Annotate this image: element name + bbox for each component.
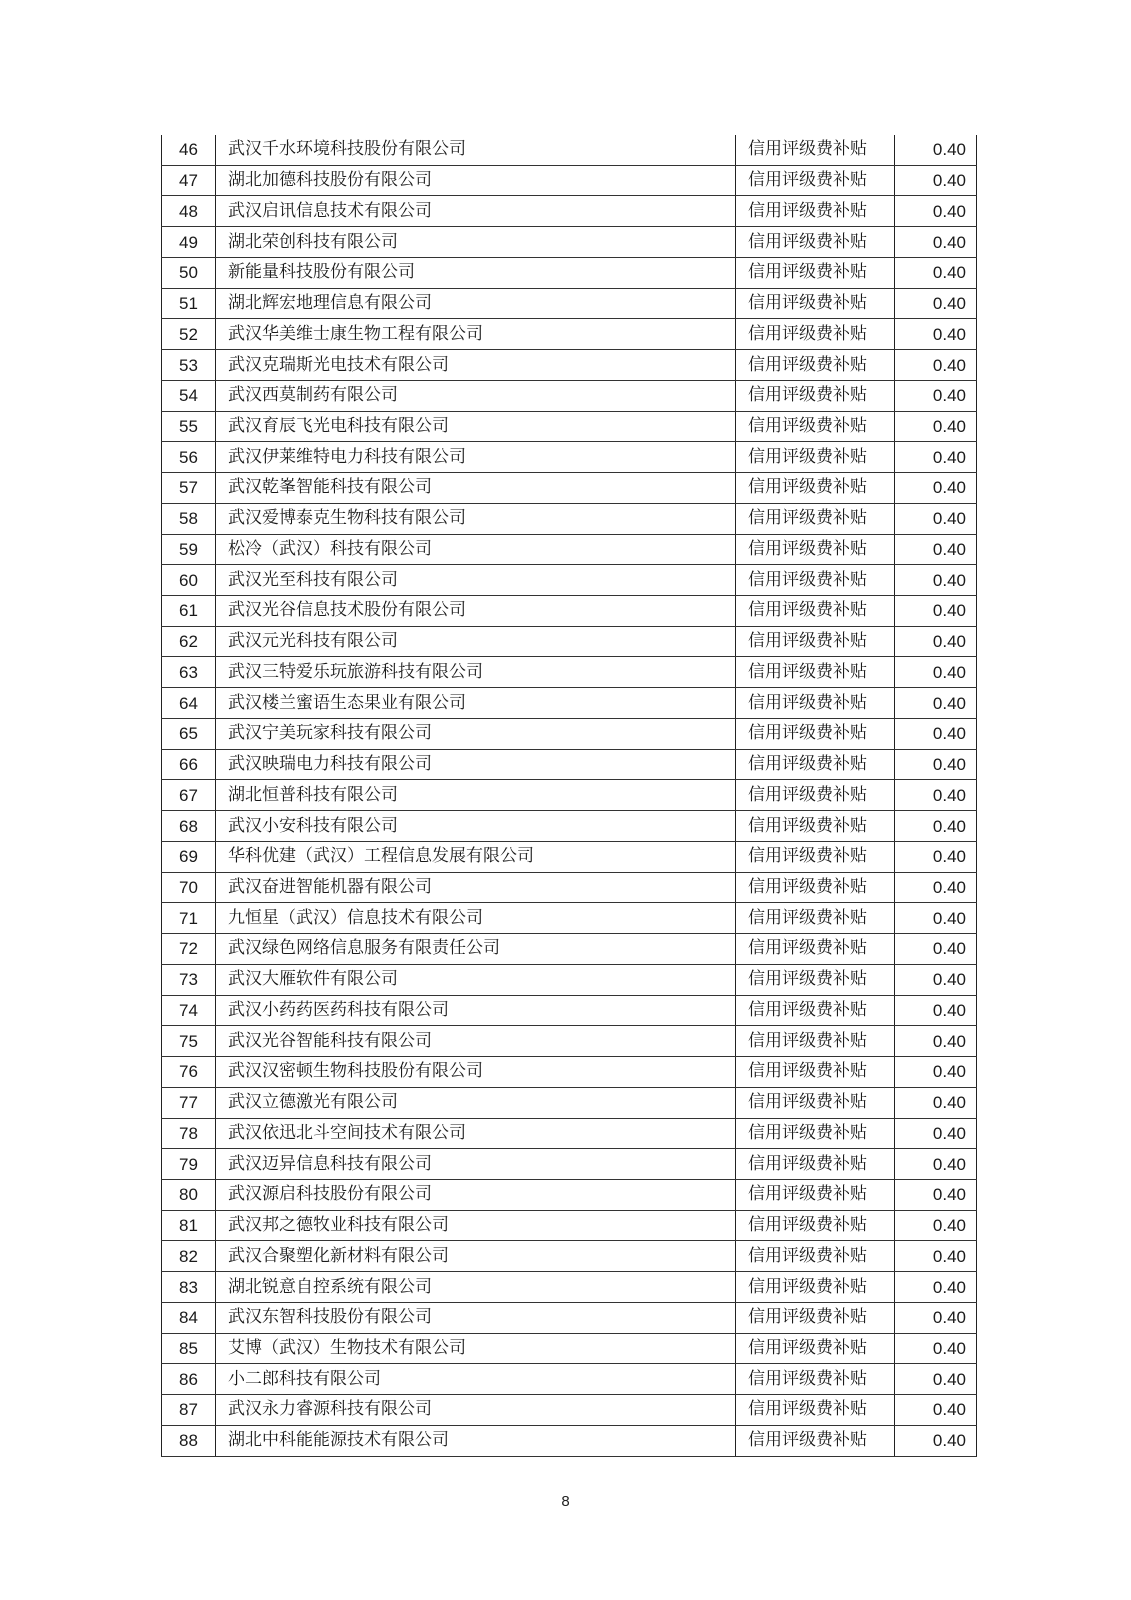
table-row xyxy=(162,1364,977,1395)
row-number-cell: 61 xyxy=(162,596,216,627)
amount-cell: 0.40 xyxy=(895,903,977,934)
row-number-cell: 81 xyxy=(162,1210,216,1241)
table-row xyxy=(162,135,977,165)
amount-cell: 0.40 xyxy=(895,411,977,442)
subsidy-type-cell: 信用评级费补贴 xyxy=(736,596,895,627)
amount-cell: 0.40 xyxy=(895,964,977,995)
subsidy-type-cell: 信用评级费补贴 xyxy=(736,903,895,934)
table-row xyxy=(162,288,977,319)
row-number-cell: 60 xyxy=(162,565,216,596)
amount-cell: 0.40 xyxy=(895,473,977,504)
row-number-cell: 66 xyxy=(162,749,216,780)
table-row xyxy=(162,811,977,842)
company-name-cell: 武汉永力睿源科技有限公司 xyxy=(216,1395,736,1426)
page-number: 8 xyxy=(561,1493,570,1510)
amount-cell: 0.40 xyxy=(895,135,977,165)
company-name-cell: 湖北锐意自控系统有限公司 xyxy=(216,1272,736,1303)
amount-cell: 0.40 xyxy=(895,811,977,842)
amount-cell: 0.40 xyxy=(895,257,977,288)
company-name-cell: 武汉育辰飞光电科技有限公司 xyxy=(216,411,736,442)
subsidy-type-cell: 信用评级费补贴 xyxy=(736,1241,895,1272)
table-row xyxy=(162,227,977,258)
subsidy-type-cell: 信用评级费补贴 xyxy=(736,1179,895,1210)
amount-cell: 0.40 xyxy=(895,165,977,196)
table-row xyxy=(162,657,977,688)
amount-cell: 0.40 xyxy=(895,934,977,965)
company-name-cell: 武汉映瑞电力科技有限公司 xyxy=(216,749,736,780)
subsidy-type-cell: 信用评级费补贴 xyxy=(736,1149,895,1180)
subsidy-type-cell: 信用评级费补贴 xyxy=(736,350,895,381)
table-row xyxy=(162,380,977,411)
amount-cell: 0.40 xyxy=(895,1241,977,1272)
row-number-cell: 71 xyxy=(162,903,216,934)
row-number-cell: 68 xyxy=(162,811,216,842)
subsidy-table xyxy=(161,135,977,1457)
row-number-cell: 49 xyxy=(162,227,216,258)
row-number-cell: 51 xyxy=(162,288,216,319)
table-row xyxy=(162,503,977,534)
table-row xyxy=(162,1149,977,1180)
company-name-cell: 松冷（武汉）科技有限公司 xyxy=(216,534,736,565)
row-number-cell: 77 xyxy=(162,1087,216,1118)
amount-cell: 0.40 xyxy=(895,1057,977,1088)
table-row xyxy=(162,165,977,196)
subsidy-type-cell: 信用评级费补贴 xyxy=(736,657,895,688)
row-number-cell: 57 xyxy=(162,473,216,504)
table-row xyxy=(162,350,977,381)
company-name-cell: 武汉邦之德牧业科技有限公司 xyxy=(216,1210,736,1241)
subsidy-type-cell: 信用评级费补贴 xyxy=(736,565,895,596)
amount-cell: 0.40 xyxy=(895,1210,977,1241)
row-number-cell: 54 xyxy=(162,380,216,411)
subsidy-type-cell: 信用评级费补贴 xyxy=(736,934,895,965)
amount-cell: 0.40 xyxy=(895,350,977,381)
row-number-cell: 50 xyxy=(162,257,216,288)
subsidy-type-cell: 信用评级费补贴 xyxy=(736,196,895,227)
row-number-cell: 82 xyxy=(162,1241,216,1272)
subsidy-type-cell: 信用评级费补贴 xyxy=(736,1087,895,1118)
table-row xyxy=(162,934,977,965)
company-name-cell: 武汉爱博泰克生物科技有限公司 xyxy=(216,503,736,534)
row-number-cell: 75 xyxy=(162,1026,216,1057)
row-number-cell: 70 xyxy=(162,872,216,903)
subsidy-type-cell: 信用评级费补贴 xyxy=(736,257,895,288)
company-name-cell: 武汉源启科技股份有限公司 xyxy=(216,1179,736,1210)
subsidy-type-cell: 信用评级费补贴 xyxy=(736,534,895,565)
subsidy-table-body xyxy=(162,135,977,1456)
amount-cell: 0.40 xyxy=(895,319,977,350)
row-number-cell: 62 xyxy=(162,626,216,657)
subsidy-type-cell: 信用评级费补贴 xyxy=(736,749,895,780)
table-row xyxy=(162,473,977,504)
table-row xyxy=(162,1057,977,1088)
subsidy-type-cell: 信用评级费补贴 xyxy=(736,473,895,504)
company-name-cell: 艾博（武汉）生物技术有限公司 xyxy=(216,1333,736,1364)
subsidy-type-cell: 信用评级费补贴 xyxy=(736,1364,895,1395)
amount-cell: 0.40 xyxy=(895,1179,977,1210)
table-row xyxy=(162,749,977,780)
subsidy-type-cell: 信用评级费补贴 xyxy=(736,411,895,442)
subsidy-type-cell: 信用评级费补贴 xyxy=(736,964,895,995)
row-number-cell: 46 xyxy=(162,135,216,165)
subsidy-type-cell: 信用评级费补贴 xyxy=(736,503,895,534)
row-number-cell: 55 xyxy=(162,411,216,442)
row-number-cell: 69 xyxy=(162,841,216,872)
table-row xyxy=(162,565,977,596)
row-number-cell: 88 xyxy=(162,1425,216,1456)
subsidy-type-cell: 信用评级费补贴 xyxy=(736,1333,895,1364)
company-name-cell: 武汉华美维士康生物工程有限公司 xyxy=(216,319,736,350)
table-row xyxy=(162,626,977,657)
amount-cell: 0.40 xyxy=(895,1149,977,1180)
company-name-cell: 武汉迈异信息科技有限公司 xyxy=(216,1149,736,1180)
row-number-cell: 79 xyxy=(162,1149,216,1180)
row-number-cell: 63 xyxy=(162,657,216,688)
company-name-cell: 湖北恒普科技有限公司 xyxy=(216,780,736,811)
table-row xyxy=(162,442,977,473)
company-name-cell: 武汉奋进智能机器有限公司 xyxy=(216,872,736,903)
company-name-cell: 武汉立德激光有限公司 xyxy=(216,1087,736,1118)
subsidy-type-cell: 信用评级费补贴 xyxy=(736,780,895,811)
subsidy-type-cell: 信用评级费补贴 xyxy=(736,135,895,165)
subsidy-type-cell: 信用评级费补贴 xyxy=(736,995,895,1026)
amount-cell: 0.40 xyxy=(895,1333,977,1364)
amount-cell: 0.40 xyxy=(895,749,977,780)
table-row xyxy=(162,196,977,227)
table-row xyxy=(162,1333,977,1364)
company-name-cell: 武汉伊莱维特电力科技有限公司 xyxy=(216,442,736,473)
amount-cell: 0.40 xyxy=(895,841,977,872)
row-number-cell: 64 xyxy=(162,688,216,719)
subsidy-type-cell: 信用评级费补贴 xyxy=(736,442,895,473)
row-number-cell: 87 xyxy=(162,1395,216,1426)
amount-cell: 0.40 xyxy=(895,995,977,1026)
amount-cell: 0.40 xyxy=(895,1425,977,1456)
company-name-cell: 武汉楼兰蜜语生态果业有限公司 xyxy=(216,688,736,719)
amount-cell: 0.40 xyxy=(895,1364,977,1395)
subsidy-type-cell: 信用评级费补贴 xyxy=(736,1302,895,1333)
subsidy-type-cell: 信用评级费补贴 xyxy=(736,872,895,903)
row-number-cell: 83 xyxy=(162,1272,216,1303)
row-number-cell: 67 xyxy=(162,780,216,811)
company-name-cell: 武汉光至科技有限公司 xyxy=(216,565,736,596)
company-name-cell: 小二郎科技有限公司 xyxy=(216,1364,736,1395)
amount-cell: 0.40 xyxy=(895,1026,977,1057)
row-number-cell: 85 xyxy=(162,1333,216,1364)
subsidy-type-cell: 信用评级费补贴 xyxy=(736,811,895,842)
row-number-cell: 65 xyxy=(162,718,216,749)
company-name-cell: 华科优建（武汉）工程信息发展有限公司 xyxy=(216,841,736,872)
subsidy-type-cell: 信用评级费补贴 xyxy=(736,626,895,657)
company-name-cell: 武汉光谷智能科技有限公司 xyxy=(216,1026,736,1057)
row-number-cell: 74 xyxy=(162,995,216,1026)
row-number-cell: 58 xyxy=(162,503,216,534)
subsidy-type-cell: 信用评级费补贴 xyxy=(736,1026,895,1057)
amount-cell: 0.40 xyxy=(895,565,977,596)
table-row xyxy=(162,1425,977,1456)
table-row xyxy=(162,964,977,995)
row-number-cell: 80 xyxy=(162,1179,216,1210)
company-name-cell: 武汉依迅北斗空间技术有限公司 xyxy=(216,1118,736,1149)
row-number-cell: 73 xyxy=(162,964,216,995)
subsidy-type-cell: 信用评级费补贴 xyxy=(736,1118,895,1149)
subsidy-type-cell: 信用评级费补贴 xyxy=(736,1395,895,1426)
row-number-cell: 59 xyxy=(162,534,216,565)
table-row xyxy=(162,1272,977,1303)
company-name-cell: 湖北中科能能源技术有限公司 xyxy=(216,1425,736,1456)
subsidy-type-cell: 信用评级费补贴 xyxy=(736,227,895,258)
company-name-cell: 武汉小药药医药科技有限公司 xyxy=(216,995,736,1026)
table-row xyxy=(162,257,977,288)
table-row xyxy=(162,319,977,350)
company-name-cell: 武汉千水环境科技股份有限公司 xyxy=(216,135,736,165)
table-row xyxy=(162,718,977,749)
company-name-cell: 武汉小安科技有限公司 xyxy=(216,811,736,842)
table-row xyxy=(162,1087,977,1118)
amount-cell: 0.40 xyxy=(895,380,977,411)
company-name-cell: 武汉大雁软件有限公司 xyxy=(216,964,736,995)
company-name-cell: 武汉克瑞斯光电技术有限公司 xyxy=(216,350,736,381)
amount-cell: 0.40 xyxy=(895,1395,977,1426)
row-number-cell: 52 xyxy=(162,319,216,350)
company-name-cell: 湖北加德科技股份有限公司 xyxy=(216,165,736,196)
amount-cell: 0.40 xyxy=(895,626,977,657)
table-row xyxy=(162,688,977,719)
row-number-cell: 78 xyxy=(162,1118,216,1149)
subsidy-type-cell: 信用评级费补贴 xyxy=(736,165,895,196)
subsidy-type-cell: 信用评级费补贴 xyxy=(736,841,895,872)
amount-cell: 0.40 xyxy=(895,1302,977,1333)
amount-cell: 0.40 xyxy=(895,596,977,627)
company-name-cell: 武汉三特爱乐玩旅游科技有限公司 xyxy=(216,657,736,688)
company-name-cell: 武汉合聚塑化新材料有限公司 xyxy=(216,1241,736,1272)
amount-cell: 0.40 xyxy=(895,227,977,258)
company-name-cell: 九恒星（武汉）信息技术有限公司 xyxy=(216,903,736,934)
table-row xyxy=(162,596,977,627)
amount-cell: 0.40 xyxy=(895,872,977,903)
amount-cell: 0.40 xyxy=(895,657,977,688)
subsidy-type-cell: 信用评级费补贴 xyxy=(736,1057,895,1088)
row-number-cell: 86 xyxy=(162,1364,216,1395)
table-row xyxy=(162,841,977,872)
table-row xyxy=(162,780,977,811)
table-row xyxy=(162,1118,977,1149)
table-row xyxy=(162,1179,977,1210)
subsidy-type-cell: 信用评级费补贴 xyxy=(736,380,895,411)
table-row xyxy=(162,1302,977,1333)
amount-cell: 0.40 xyxy=(895,534,977,565)
company-name-cell: 湖北荣创科技有限公司 xyxy=(216,227,736,258)
company-name-cell: 武汉光谷信息技术股份有限公司 xyxy=(216,596,736,627)
amount-cell: 0.40 xyxy=(895,503,977,534)
subsidy-type-cell: 信用评级费补贴 xyxy=(736,288,895,319)
row-number-cell: 76 xyxy=(162,1057,216,1088)
company-name-cell: 新能量科技股份有限公司 xyxy=(216,257,736,288)
company-name-cell: 武汉汉密顿生物科技股份有限公司 xyxy=(216,1057,736,1088)
table-row xyxy=(162,1026,977,1057)
table-row xyxy=(162,872,977,903)
amount-cell: 0.40 xyxy=(895,442,977,473)
table-row xyxy=(162,1241,977,1272)
amount-cell: 0.40 xyxy=(895,718,977,749)
row-number-cell: 72 xyxy=(162,934,216,965)
subsidy-type-cell: 信用评级费补贴 xyxy=(736,1210,895,1241)
row-number-cell: 56 xyxy=(162,442,216,473)
amount-cell: 0.40 xyxy=(895,1087,977,1118)
company-name-cell: 武汉宁美玩家科技有限公司 xyxy=(216,718,736,749)
amount-cell: 0.40 xyxy=(895,780,977,811)
company-name-cell: 湖北辉宏地理信息有限公司 xyxy=(216,288,736,319)
subsidy-type-cell: 信用评级费补贴 xyxy=(736,319,895,350)
subsidy-type-cell: 信用评级费补贴 xyxy=(736,1425,895,1456)
row-number-cell: 48 xyxy=(162,196,216,227)
row-number-cell: 53 xyxy=(162,350,216,381)
table-row xyxy=(162,411,977,442)
company-name-cell: 武汉乾峯智能科技有限公司 xyxy=(216,473,736,504)
amount-cell: 0.40 xyxy=(895,1118,977,1149)
subsidy-type-cell: 信用评级费补贴 xyxy=(736,718,895,749)
company-name-cell: 武汉绿色网络信息服务有限责任公司 xyxy=(216,934,736,965)
amount-cell: 0.40 xyxy=(895,688,977,719)
subsidy-type-cell: 信用评级费补贴 xyxy=(736,688,895,719)
amount-cell: 0.40 xyxy=(895,196,977,227)
row-number-cell: 47 xyxy=(162,165,216,196)
table-row xyxy=(162,903,977,934)
row-number-cell: 84 xyxy=(162,1302,216,1333)
company-name-cell: 武汉元光科技有限公司 xyxy=(216,626,736,657)
company-name-cell: 武汉东智科技股份有限公司 xyxy=(216,1302,736,1333)
amount-cell: 0.40 xyxy=(895,1272,977,1303)
table-row xyxy=(162,995,977,1026)
table-row xyxy=(162,534,977,565)
amount-cell: 0.40 xyxy=(895,288,977,319)
table-row xyxy=(162,1210,977,1241)
subsidy-type-cell: 信用评级费补贴 xyxy=(736,1272,895,1303)
table-row xyxy=(162,1395,977,1426)
company-name-cell: 武汉启讯信息技术有限公司 xyxy=(216,196,736,227)
company-name-cell: 武汉西莫制药有限公司 xyxy=(216,380,736,411)
